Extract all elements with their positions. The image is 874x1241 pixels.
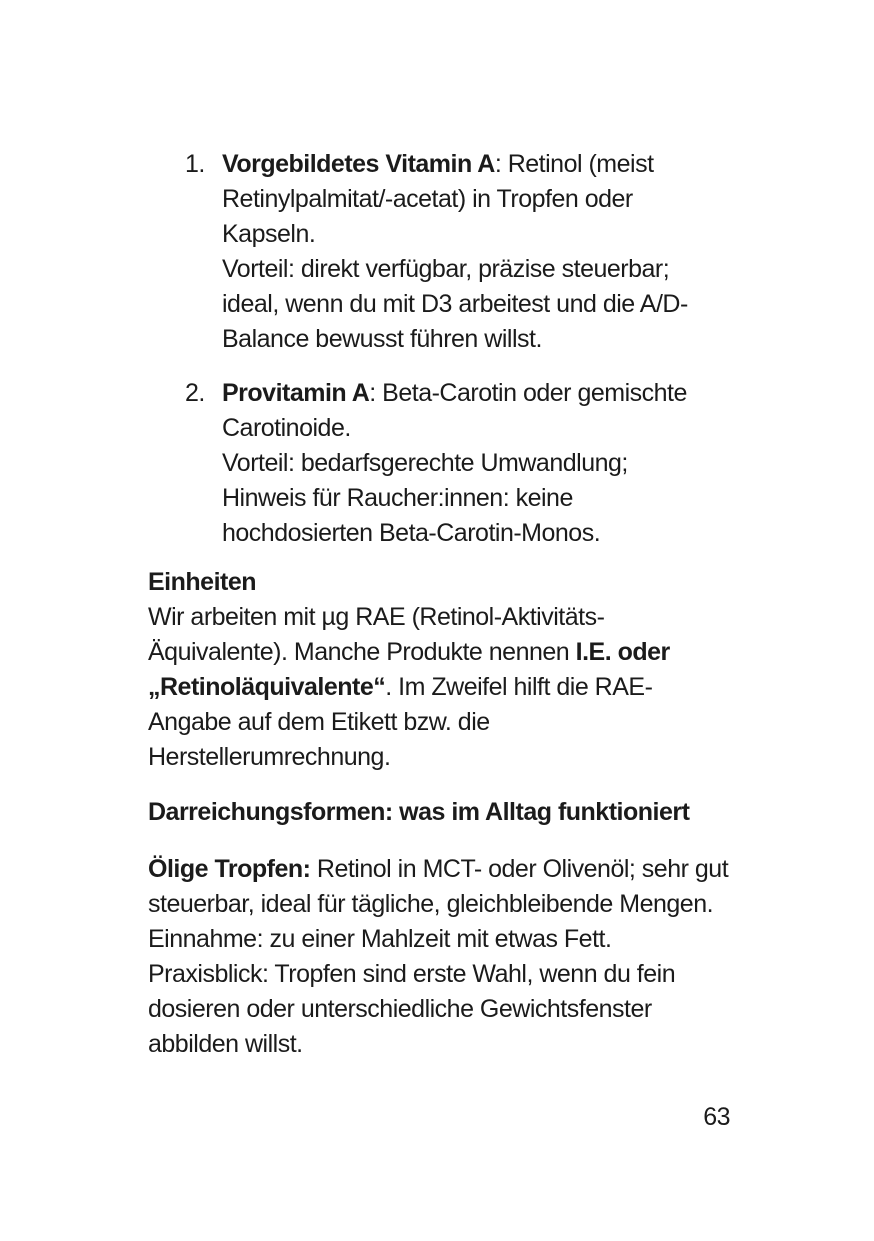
- list-item-number: 2.: [185, 379, 205, 407]
- list-item-provitamin-a: [185, 376, 730, 551]
- list-item-number: 1.: [185, 150, 205, 178]
- section-heading-darreichungsformen: Darreichungsformen: was im Alltag funktioniert: [148, 798, 690, 826]
- page-number: 63: [703, 1103, 730, 1131]
- list-item-vorgebildetes-vitamin-a: [185, 147, 730, 357]
- list-item-text: Vorgebildetes Vitamin A: Retinol (meist Retinylpalmitat/-acetat) in Tropfen oder Kapseln. Vorteil: direkt verfügbar, präzise steuerbar; ideal, wenn du mit D3 arbeitest und die A/D- Balance bewusst führen willst.: [222, 150, 688, 353]
- list-item-text: Provitamin A: Beta-Carotin oder gemischte Carotinoide. Vorteil: bedarfsgerechte Umwandlung; Hinweis für Raucher:innen: keine hochdosierten Beta-Carotin-Monos.: [222, 379, 687, 547]
- einheiten-paragraph: Wir arbeiten mit µg RAE (Retinol-Aktivitäts- Äquivalente). Manche Produkte nennen I.E. oder „Retinoläquivalente“. Im Zweifel hilft die RAE- Angabe auf dem Etikett bzw. die Herstellerumrechnung.: [148, 603, 670, 771]
- oelige-tropfen-paragraph: Ölige Tropfen: Retinol in MCT- oder Olivenöl; sehr gut steuerbar, ideal für tägliche, gleichbleibende Mengen. Einnahme: zu einer Mahlzeit mit etwas Fett. Praxisblick: Tropfen sind erste Wahl, wenn du fein dosieren oder unterschiedliche Gewichtsfenster abbilden willst.: [148, 855, 729, 1058]
- section-heading-einheiten: Einheiten: [148, 568, 257, 596]
- numbered-list: [185, 147, 730, 551]
